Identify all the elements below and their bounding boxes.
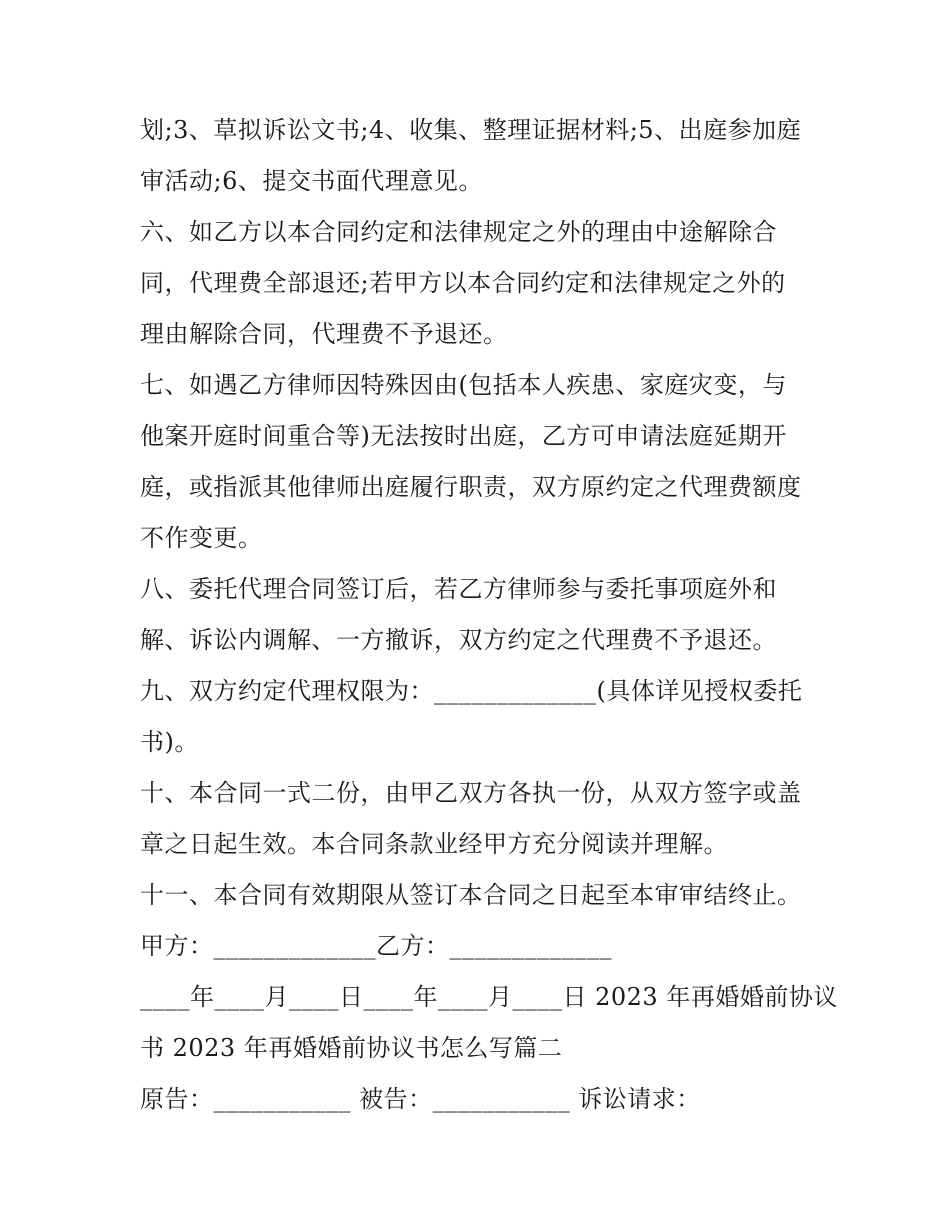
text-line-13: 书)。 bbox=[140, 728, 199, 756]
text-line-4: 同，代理费全部退还;若甲方以本合同约定和法律规定之外的 bbox=[140, 269, 786, 297]
text-line-17: 甲方：_____________乙方：_____________ bbox=[140, 932, 612, 960]
text-line-1: 划;3、草拟诉讼文书;4、收集、整理证据材料;5、出庭参加庭 bbox=[140, 116, 802, 144]
text-line-12: 九、双方约定代理权限为：_____________(具体详见授权委托 bbox=[140, 677, 803, 705]
text-line-19: 书 2023 年再婚婚前协议书怎么写篇二 bbox=[140, 1034, 563, 1062]
text-line-10: 八、委托代理合同签订后，若乙方律师参与委托事项庭外和 bbox=[140, 575, 777, 603]
text-line-15: 章之日起生效。本合同条款业经甲方充分阅读并理解。 bbox=[140, 830, 728, 858]
text-line-7: 他案开庭时间重合等)无法按时出庭，乙方可申请法庭延期开 bbox=[140, 422, 787, 450]
text-line-8: 庭，或指派其他律师出庭履行职责，双方原约定之代理费额度 bbox=[140, 473, 802, 501]
text-line-16: 十一、本合同有效期限从签订本合同之日起至本审审结终止。 bbox=[140, 881, 802, 909]
text-line-5: 理由解除合同，代理费不予退还。 bbox=[140, 320, 508, 348]
text-line-9: 不作变更。 bbox=[140, 524, 263, 552]
text-line-20: 原告：___________ 被告：___________ 诉讼请求： bbox=[140, 1085, 701, 1113]
text-line-3: 六、如乙方以本合同约定和法律规定之外的理由中途解除合 bbox=[140, 218, 777, 246]
text-line-6: 七、如遇乙方律师因特殊因由(包括本人疾患、家庭灾变，与 bbox=[140, 371, 787, 399]
text-line-14: 十、本合同一式二份，由甲乙双方各执一份，从双方签字或盖 bbox=[140, 779, 802, 807]
text-line-11: 解、诉讼内调解、一方撤诉，双方约定之代理费不予退还。 bbox=[140, 626, 777, 654]
text-line-18: ____年____月____日____年____月____日 2023 年再婚婚前协议 bbox=[140, 983, 838, 1011]
text-line-2: 审活动;6、提交书面代理意见。 bbox=[140, 167, 483, 195]
